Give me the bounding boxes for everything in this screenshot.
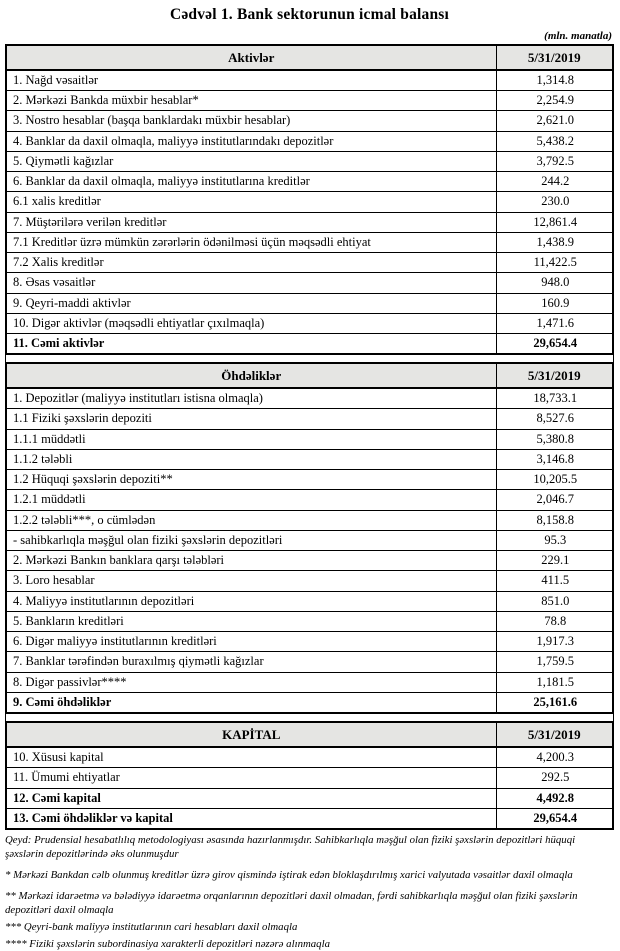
row-value: 29,654.4 <box>496 808 613 829</box>
row-value: 160.9 <box>496 293 613 313</box>
section-spacer <box>5 355 614 362</box>
row-label: 1.2.2 tələbli***, o cümlədən <box>6 510 496 530</box>
row-label: - sahibkarlıqla məşğul olan fiziki şəxslərin depozitləri <box>6 530 496 550</box>
section-header-cell: Öhdəliklər <box>6 363 496 388</box>
table-row <box>6 611 613 631</box>
row-value: 244.2 <box>496 172 613 192</box>
table-row <box>6 672 613 692</box>
date-header-cell: 5/31/2019 <box>496 363 613 388</box>
row-value: 1,314.8 <box>496 70 613 91</box>
table-row <box>6 91 613 111</box>
table-row <box>6 334 613 355</box>
row-label: 6.1 xalis kreditlər <box>6 192 496 212</box>
row-label: 7.2 Xalis kreditlər <box>6 253 496 273</box>
row-value: 4,492.8 <box>496 788 613 808</box>
table-row <box>6 409 613 429</box>
row-label: 2. Mərkəzi Bankın banklara qarşı tələbləri <box>6 551 496 571</box>
row-value: 95.3 <box>496 530 613 550</box>
row-value: 4,200.3 <box>496 747 613 768</box>
table-row <box>6 510 613 530</box>
footnotes <box>5 833 614 951</box>
table-row <box>6 632 613 652</box>
row-label: 9. Qeyri-maddi aktivlər <box>6 293 496 313</box>
row-value: 1,471.6 <box>496 313 613 333</box>
row-label: 7. Müştərilərə verilən kreditlər <box>6 212 496 232</box>
row-value: 29,654.4 <box>496 334 613 355</box>
row-value: 948.0 <box>496 273 613 293</box>
section-header-cell: Aktivlər <box>6 45 496 70</box>
page-title: Cədvəl 1. Bank sektorunun icmal balansı <box>169 6 450 23</box>
section-header-cell: KAPİTAL <box>6 722 496 747</box>
table-row <box>6 808 613 829</box>
table-row <box>6 293 613 313</box>
row-value: 1,438.9 <box>496 232 613 252</box>
section-header-row <box>6 722 613 747</box>
row-label: 8. Əsas vəsaitlər <box>6 273 496 293</box>
row-value: 8,158.8 <box>496 510 613 530</box>
row-label: 2. Mərkəzi Bankda müxbir hesablar* <box>6 91 496 111</box>
row-value: 12,861.4 <box>496 212 613 232</box>
table-row <box>6 530 613 550</box>
row-label: 5. Qiymətli kağızlar <box>6 151 496 171</box>
row-value: 2,046.7 <box>496 490 613 510</box>
table-row <box>6 388 613 409</box>
table-row <box>6 172 613 192</box>
table-row <box>6 788 613 808</box>
row-label: 11. Cəmi aktivlər <box>6 334 496 355</box>
row-value: 5,438.2 <box>496 131 613 151</box>
row-label: 4. Banklar da daxil olmaqla, maliyyə institutlarındakı depozitlər <box>6 131 496 151</box>
row-value: 5,380.8 <box>496 429 613 449</box>
row-label: 6. Banklar da daxil olmaqla, maliyyə institutlarına kreditlər <box>6 172 496 192</box>
row-value: 78.8 <box>496 611 613 631</box>
row-label: 10. Digər aktivlər (məqsədli ehtiyatlar çıxılmaqla) <box>6 313 496 333</box>
row-label: 1.2 Hüquqi şəxslərin depoziti** <box>6 470 496 490</box>
liabilities-table <box>5 362 614 714</box>
row-label: 3. Loro hesablar <box>6 571 496 591</box>
row-label: 3. Nostro hesablar (başqa banklardakı müxbir hesablar) <box>6 111 496 131</box>
section-spacer <box>5 714 614 721</box>
row-value: 1,181.5 <box>496 672 613 692</box>
row-value: 292.5 <box>496 768 613 788</box>
table-row <box>6 111 613 131</box>
row-value: 2,254.9 <box>496 91 613 111</box>
row-label: 5. Bankların kreditləri <box>6 611 496 631</box>
unit-note: (mln. manatla) <box>544 30 612 42</box>
row-label: 1.1.1 müddətli <box>6 429 496 449</box>
row-label: 8. Digər passivlər**** <box>6 672 496 692</box>
table-row <box>6 212 613 232</box>
table-row <box>6 692 613 713</box>
table-row <box>6 551 613 571</box>
capital-table <box>5 721 614 830</box>
row-label: 13. Cəmi öhdəliklər və kapital <box>6 808 496 829</box>
row-value: 3,146.8 <box>496 449 613 469</box>
table-row <box>6 652 613 672</box>
footnote: ** Mərkəzi idarəetmə və bələdiyyə idarəetmə orqanlarının depozitləri daxil olmadan, fərdi sahibkarlıqla məşğul olan fiziki şəxslərin depozitləri daxil olmaqla <box>5 890 578 917</box>
table-row <box>6 571 613 591</box>
row-value: 230.0 <box>496 192 613 212</box>
table-row <box>6 253 613 273</box>
row-label: 6. Digər maliyyə institutlarının kreditləri <box>6 632 496 652</box>
row-label: 1. Nağd vəsaitlər <box>6 70 496 91</box>
row-label: 1.1.2 tələbli <box>6 449 496 469</box>
table-row <box>6 273 613 293</box>
table-row <box>6 768 613 788</box>
row-value: 2,621.0 <box>496 111 613 131</box>
row-value: 18,733.1 <box>496 388 613 409</box>
row-value: 411.5 <box>496 571 613 591</box>
table-row <box>6 449 613 469</box>
table-row <box>6 429 613 449</box>
table-row <box>6 591 613 611</box>
footnote: **** Fiziki şəxslərin subordinasiya xarakterli depozitləri nəzərə alınmaqla <box>5 938 330 951</box>
row-value: 851.0 <box>496 591 613 611</box>
row-value: 25,161.6 <box>496 692 613 713</box>
table-row <box>6 131 613 151</box>
row-label: 10. Xüsusi kapital <box>6 747 496 768</box>
row-label: 7.1 Kreditlər üzrə mümkün zərərlərin ödənilməsi üçün məqsədli ehtiyat <box>6 232 496 252</box>
row-label: 9. Cəmi öhdəliklər <box>6 692 496 713</box>
table-row <box>6 747 613 768</box>
section-header-row <box>6 363 613 388</box>
table-row <box>6 313 613 333</box>
footnote: *** Qeyri-bank maliyyə institutlarının cari hesabları daxil olmaqla <box>5 921 298 934</box>
table-row <box>6 70 613 91</box>
date-header-cell: 5/31/2019 <box>496 722 613 747</box>
table-row <box>6 151 613 171</box>
row-value: 11,422.5 <box>496 253 613 273</box>
table-row <box>6 232 613 252</box>
assets-table <box>5 44 614 355</box>
row-label: 1.1 Fiziki şəxslərin depoziti <box>6 409 496 429</box>
footnote: Qeyd: Prudensial hesabatlılıq metodologiyası əsasında hazırlanmışdır. Sahibkarlıqla məşğul olan fiziki şəxslərin depozitləri hüquqi şəxslərin depozitlərində əks olunmuşdur <box>5 834 576 861</box>
table-row <box>6 470 613 490</box>
row-label: 7. Banklar tərəfindən buraxılmış qiymətli kağızlar <box>6 652 496 672</box>
row-value: 1,759.5 <box>496 652 613 672</box>
row-label: 12. Cəmi kapital <box>6 788 496 808</box>
row-value: 10,205.5 <box>496 470 613 490</box>
row-value: 8,527.6 <box>496 409 613 429</box>
table-row <box>6 490 613 510</box>
table-row <box>6 192 613 212</box>
row-label: 1.2.1 müddətli <box>6 490 496 510</box>
row-value: 3,792.5 <box>496 151 613 171</box>
row-label: 4. Maliyyə institutlarının depozitləri <box>6 591 496 611</box>
date-header-cell: 5/31/2019 <box>496 45 613 70</box>
section-header-row <box>6 45 613 70</box>
footnote: * Mərkəzi Bankdan cəlb olunmuş kreditlər üzrə girov qismində iştirak edən bloklaşdırılmış xarici valyutada vəsaitlər daxil olmaqla <box>5 869 573 882</box>
row-value: 229.1 <box>496 551 613 571</box>
row-value: 1,917.3 <box>496 632 613 652</box>
row-label: 1. Depozitlər (maliyyə institutları istisna olmaqla) <box>6 388 496 409</box>
row-label: 11. Ümumi ehtiyatlar <box>6 768 496 788</box>
